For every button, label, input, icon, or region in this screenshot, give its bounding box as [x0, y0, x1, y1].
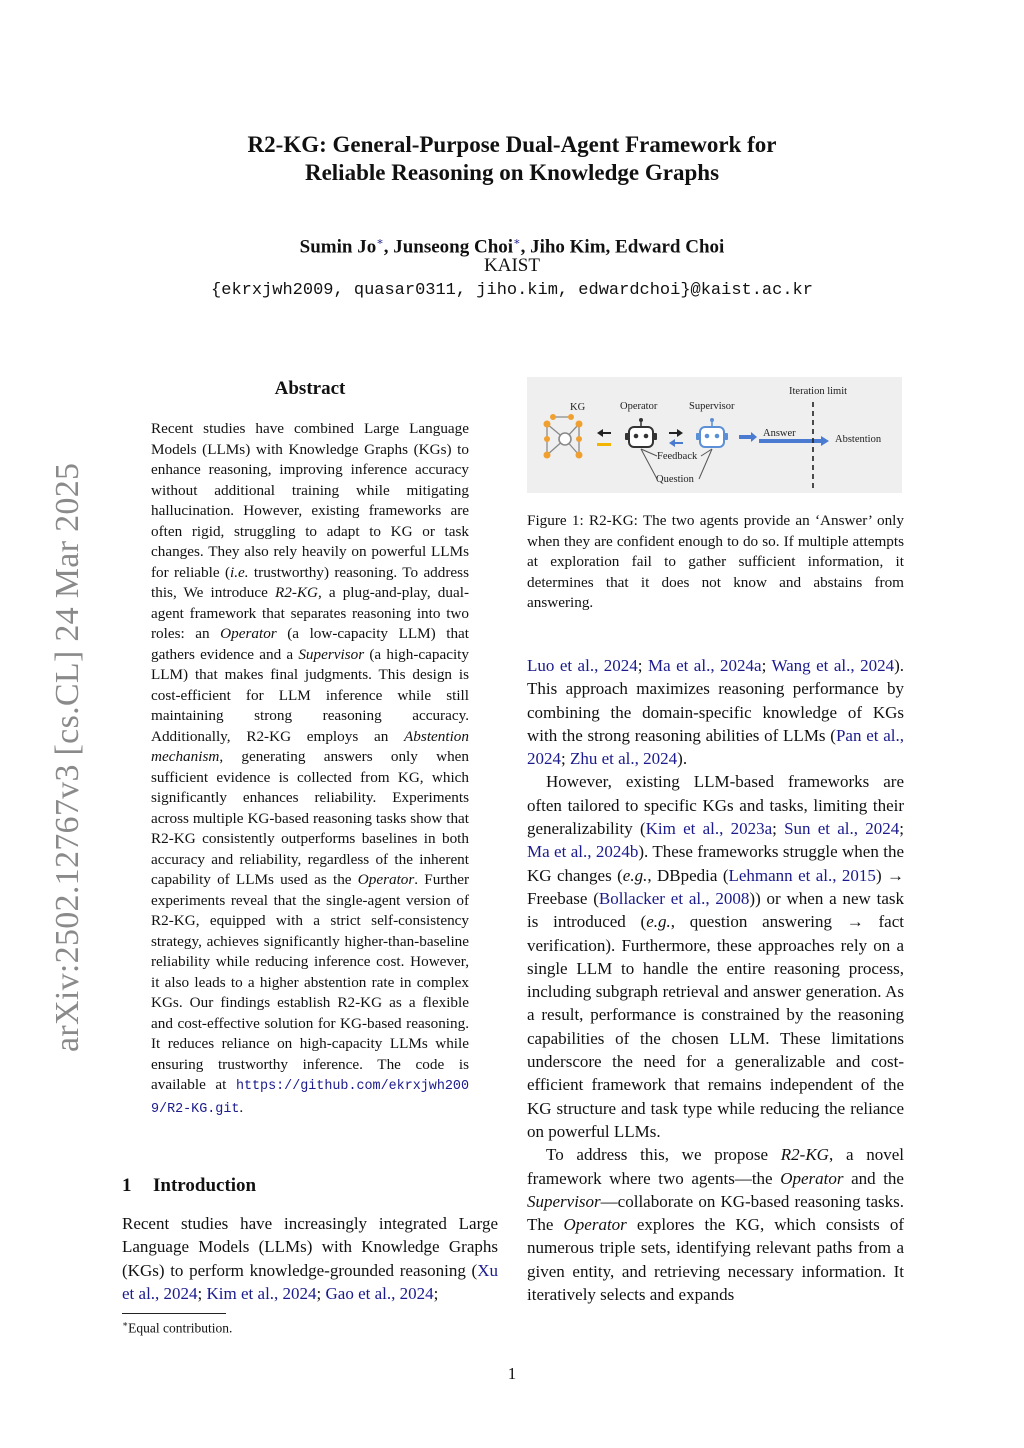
question-line-left [641, 449, 657, 479]
footnote-divider [122, 1313, 226, 1314]
author-2: Junseong Choi [393, 236, 514, 258]
sep: ; [772, 819, 785, 839]
title-line-2: Reliable Reasoning on Knowledge Graphs [304, 160, 720, 185]
abstract-end: . [239, 1098, 244, 1116]
label-iteration-limit: Iteration limit [789, 386, 848, 397]
footnote-text: Equal contribution. [128, 1320, 233, 1336]
author-1-mark: ∗ [376, 236, 384, 248]
code-link[interactable]: https://github.com/ekrxjwh2009/R2-KG.git [151, 1079, 469, 1117]
abstract-s6: , generating answers only when sufficient evidence is collected from KG, which significantly enhances reliability. Experiments across multiple KG-based reasoning tasks show that R2-KG consistently outperforms baselines in both accuracy and reliability, regardless of the inherent capability of LLMs used as the [151, 748, 469, 888]
abstract-heading: Abstract [274, 378, 346, 399]
abstract-text [151, 419, 469, 1120]
label-feedback: Feedback [657, 451, 698, 462]
operator-robot-icon [625, 418, 657, 447]
sep-end: ; [433, 1284, 439, 1304]
intro-r-p3b: , a novel framework where two agents—the [527, 1145, 904, 1188]
intro-right-paragraph-2 [527, 770, 904, 1143]
author-sep: , [383, 236, 394, 258]
citation-sun-2024[interactable]: Sun et al., 2024 [784, 819, 900, 839]
author-emails: {ekrxjwh2009, quasar0311, jiho.kim, edwardchoi}@kaist.ac.kr [211, 281, 813, 300]
abstract-ie: i.e. [230, 563, 249, 581]
abstract-s2: trustworthy) reasoning. To address this, We introduce [151, 563, 469, 601]
section-heading-introduction [122, 1175, 256, 1197]
intro-right-column [527, 654, 904, 1306]
label-operator: Operator [620, 401, 658, 412]
title-line-1: R2-KG: General-Purpose Dual-Agent Framework for [247, 132, 777, 157]
sep: ; [197, 1284, 207, 1304]
abstract-s5: (a high-capacity LLM) that makes final judgments. This design is cost-efficient for LLM inference while still maintaining strong reasoning accuracy. Additionally, R2-KG employs an [151, 645, 469, 745]
intro-r-p3e: explores the KG, which consists of numerous triple sets, identifying relevant paths from a given entity, and retrieving necessary information. It iteratively selects and expands [527, 1215, 904, 1305]
supervisor-robot-icon [696, 418, 728, 447]
citation-xu-2024[interactable]: Xu et al., 2024 [122, 1260, 498, 1304]
citation-ma-2024b[interactable]: Ma et al., 2024b [527, 842, 639, 862]
sep: ; [561, 749, 570, 769]
citation-ma-2024a[interactable]: Ma et al., 2024a [647, 656, 762, 675]
abstract-s4: (a low-capacity LLM) that gathers evidence and a [151, 625, 469, 663]
figure-1-caption: Figure 1: R2-KG: The two agents provide an ‘Answer’ only when they are confident enough to do so. If multiple attempts at exploration fail to gather sufficient information, it determines that it does not know and abstains from answering. [527, 512, 904, 612]
sep: ; [899, 819, 904, 839]
intro-operator: Operator [780, 1168, 844, 1188]
figure-1-diagram [527, 377, 902, 493]
citation-wang-2024[interactable]: Wang et al., 2024 [771, 656, 895, 675]
footnote-mark: ∗ [122, 1319, 129, 1329]
author-rest: , Jiho Kim, Edward Choi [520, 236, 725, 258]
intro-paragraph-1 [122, 1212, 498, 1306]
citation-kim-2023a[interactable]: Kim et al., 2023a [645, 819, 773, 839]
intro-r-p2d: ) → Freebase ( [527, 865, 905, 908]
sep: ; [637, 656, 648, 675]
abstract-operator-2: Operator [357, 871, 415, 888]
intro-r-p1b: ). [677, 749, 688, 769]
intro-r-p3c: and the [843, 1168, 904, 1188]
citation-kim-2024[interactable]: Kim et al., 2024 [206, 1284, 317, 1304]
section-title: Introduction [153, 1175, 257, 1196]
section-number: 1 [122, 1175, 132, 1196]
citation-gao-2024[interactable]: Gao et al., 2024 [325, 1284, 434, 1304]
intro-supervisor: Supervisor [527, 1191, 601, 1211]
intro-right-paragraph-1 [527, 654, 904, 770]
abstract-abstention: Abstention mechanism [151, 727, 469, 765]
page-number: 1 [507, 1364, 517, 1383]
citation-pan-2024[interactable]: Pan et al., 2024 [527, 725, 904, 769]
intro-r-p2b: ). These frameworks struggle when the KG changes ( [527, 842, 904, 885]
abstract-s7: . Further experiments reveal that the single-agent version of R2-KG, equipped with a strict self-consistency strategy, achieves significantly higher-than-baseline reliability while reducing inference cost. However, it also leads to a higher abstention rate in complex KGs. Our findings establish R2-KG as a flexible and cost-effective solution for KG-based reasoning. It reduces reliance on high-capacity LLMs while ensuring trustworthy inference. The code is available at [151, 871, 470, 1093]
figure-1 [527, 377, 902, 493]
label-kg: KG [570, 402, 586, 413]
intro-r-p2c: , DBpedia ( [647, 865, 729, 885]
intro-r-p3d: —collaborate on KG-based reasoning tasks. The [527, 1191, 904, 1235]
intro-left-column [122, 1212, 498, 1306]
intro-r-p2a: However, existing LLM-based frameworks are often tailored to specific KGs and tasks, limiting their generalizability ( [527, 772, 904, 839]
sep: ; [761, 656, 772, 675]
label-question: Question [656, 474, 694, 485]
sep: ; [316, 1284, 326, 1304]
author-1: Sumin Jo [299, 236, 377, 258]
intro-eg-2: e.g. [646, 912, 671, 932]
operator-supervisor-arrows [669, 429, 683, 447]
citation-luo-2024[interactable]: Luo et al., 2024 [527, 656, 638, 675]
citation-bollacker-2008[interactable]: Bollacker et al., 2008 [598, 888, 750, 908]
intro-r-p2e: )) or when a new task is introduced ( [527, 888, 904, 932]
author-2-mark: ∗ [513, 236, 521, 248]
intro-p1-text: Recent studies have increasingly integrated Large Language Models (LLMs) with Knowledge Graphs (KGs) to perform knowledge-grounded reasoning ( [122, 1214, 498, 1280]
abstract-operator: Operator [220, 625, 277, 642]
label-answer: Answer [763, 428, 796, 439]
intro-operator-2: Operator [563, 1215, 627, 1235]
abstract-supervisor: Supervisor [298, 645, 365, 663]
intro-eg: e.g. [622, 865, 648, 885]
affiliation: KAIST [484, 255, 540, 276]
citation-zhu-2024[interactable]: Zhu et al., 2024 [569, 749, 678, 769]
intro-r-p3a: To address this, we propose [546, 1145, 781, 1165]
intro-r-p1a: ). This approach maximizes reasoning performance by combining the domain-specific knowledge of KGs with the strong reasoning abilities of LLMs ( [527, 656, 904, 745]
abstract-s1: Recent studies have combined Large Language Models (LLMs) with Knowledge Graphs (KGs) to enhance reasoning, improving inference accuracy without additional training while mitigating hallucination. However, existing frameworks are often rigid, struggling to adapt to KG or task changes. They also rely heavily on powerful LLMs for reliable ( [151, 420, 469, 581]
intro-r2kg: R2-KG [780, 1145, 829, 1165]
arxiv-identifier: arXiv:2502.12767v3 [cs.CL] 24 Mar 2025 [49, 462, 86, 1052]
citation-lehmann-2015[interactable]: Lehmann et al., 2015 [728, 865, 876, 885]
kg-operator-arrows [597, 429, 611, 446]
abstract-s3: , a plug-and-play, dual-agent framework that separates reasoning into two roles: an [151, 584, 469, 642]
paper-title [0, 131, 1024, 187]
kg-graph-icon [544, 414, 583, 459]
intro-r-p2f: , question answering → fact verification). Furthermore, these approaches rely on a single LLM to handle the entire reasoning process, including subgraph retrieval and answer generation. As a result, performance is constrained by the reasoning capabilities of the chosen LLM. These limitations underscore the need for a generalizable and cost-efficient framework that remains independent of the KG structure and task type while reducing the reliance on powerful LLMs. [527, 912, 904, 1141]
label-abstention: Abstention [835, 434, 882, 445]
label-supervisor: Supervisor [689, 401, 735, 412]
footnote [122, 1316, 232, 1337]
intro-right-paragraph-3 [527, 1143, 904, 1306]
abstract-r2kg: R2-KG [274, 584, 318, 601]
